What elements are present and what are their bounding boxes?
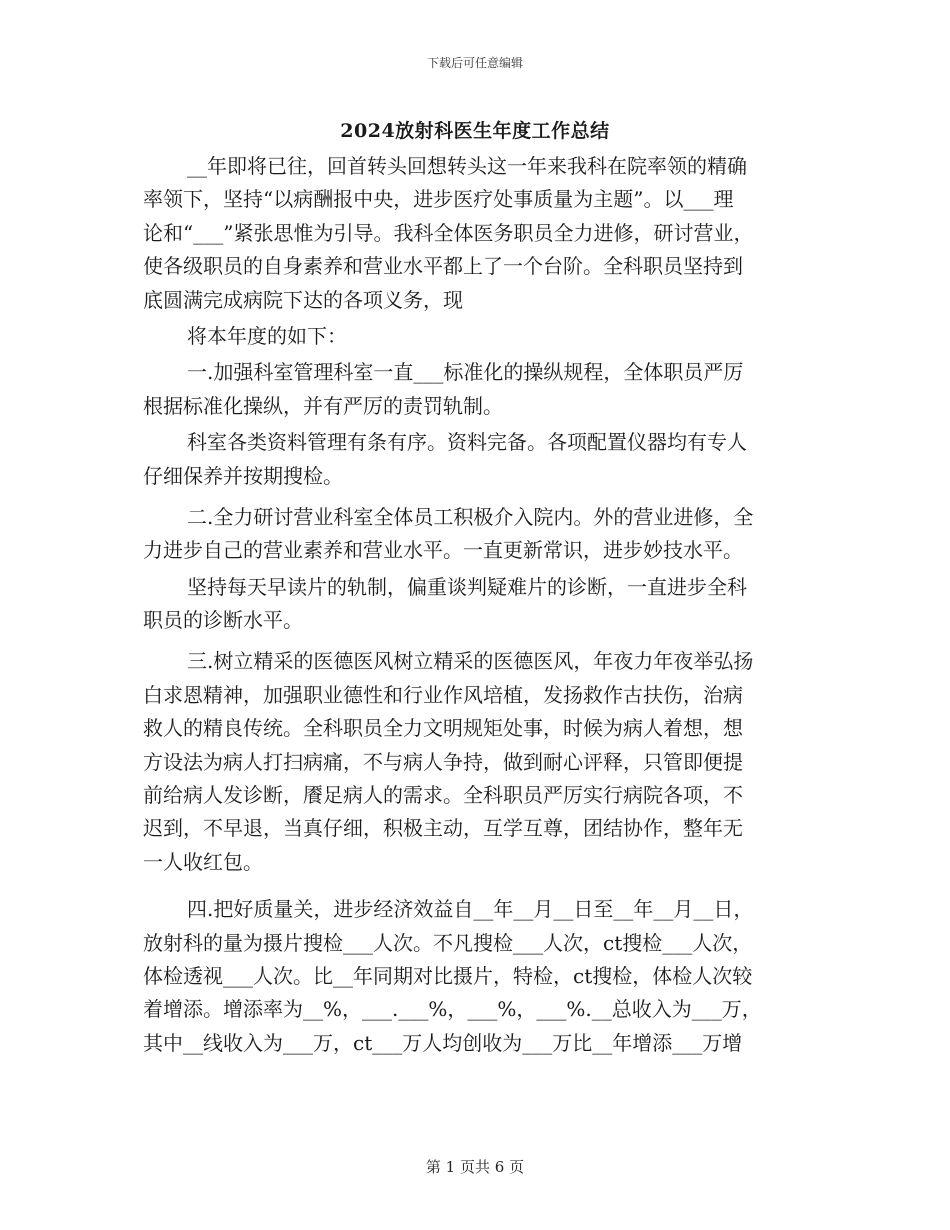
text-line: 前给病人发诊断，餍足病人的需求。全科职员严厉实行病院各项，不 [143, 783, 743, 808]
text-line: 力进步自己的营业素养和营业水平。一直更新常识，进步妙技水平。 [143, 538, 743, 563]
text-line: 一人收红包。 [143, 849, 263, 874]
text-line: 一.加强科室管理科室一直___标准化的操纵规程，全体职员严厉 [187, 360, 744, 385]
text-line: 方设法为病人打扫病痛，不与病人争持，做到耐心评释，只管即便提 [143, 749, 743, 774]
text-line: 职员的诊断水平。 [143, 608, 303, 633]
text-line: 体检透视___人次。比__年同期对比摄片，特检，ct搜检，体检人次较 [143, 963, 753, 988]
document-body [143, 150, 807, 1060]
text-line: 四.把好质量关，进步经济效益自__年__月__日至__年__月__日， [187, 897, 754, 922]
text-line: 根据标准化操纵，并有严厉的责罚轨制。 [143, 393, 503, 418]
text-line: 着增添。增添率为__%，___.___%，___%，___%.__总收入为___万， [143, 997, 762, 1022]
text-line: 白求恩精神，加强职业德性和行业作风培植，发扬救作古扶伤，治病 [143, 682, 743, 707]
text-line: 坚持每天早读片的轨制，偏重谈判疑难片的诊断，一直进步全科 [187, 574, 747, 599]
text-line: 科室各类资料管理有条有序。资料完备。各项配置仪器均有专人 [187, 430, 747, 455]
text-line: 仔细保养并按期搜检。 [143, 463, 343, 488]
page-header-note: 下载后可任意编辑 [426, 56, 523, 70]
text-line: __年即将已往，回首转头回想转头这一年来我科在院率领的精确 [187, 154, 747, 178]
text-line: 放射科的量为摄片搜检___人次。不凡搜检___人次，ct搜检___人次， [143, 930, 753, 955]
text-line: 底圆满完成病院下达的各项义务，现 [143, 287, 463, 312]
text-line: 论和“___”紧张思惟为引导。我科全体医务职员全力进修，研讨营业， [143, 220, 754, 245]
page-number: 第 1 页共 6 页 [425, 1158, 525, 1176]
text-line: 救人的精良传统。全科职员全力文明规矩处事，时候为病人着想，想 [143, 716, 743, 741]
text-line: 二.全力研讨营业科室全体员工积极介入院内。外的营业进修，全 [187, 504, 754, 529]
text-line: 三.树立精采的医德医风树立精采的医德医风，年夜力年夜举弘扬 [187, 649, 754, 674]
text-line: 其中__线收入为___万，ct___万人均创收为___万比__年增添___万增 [143, 1030, 743, 1055]
text-line: 迟到，不早退，当真仔细，积极主动，互学互尊，团结协作，整年无 [143, 816, 743, 841]
text-line: 将本年度的如下： [187, 323, 347, 348]
text-line: 使各级职员的自身素养和营业水平都上了一个台阶。全科职员坚持到 [143, 254, 743, 279]
text-line: 率领下，坚持“以病酬报中央，进步医疗处事质量为主题”。以___理 [143, 187, 734, 212]
document-title: 2024放射科医生年度工作总结 [340, 120, 610, 142]
